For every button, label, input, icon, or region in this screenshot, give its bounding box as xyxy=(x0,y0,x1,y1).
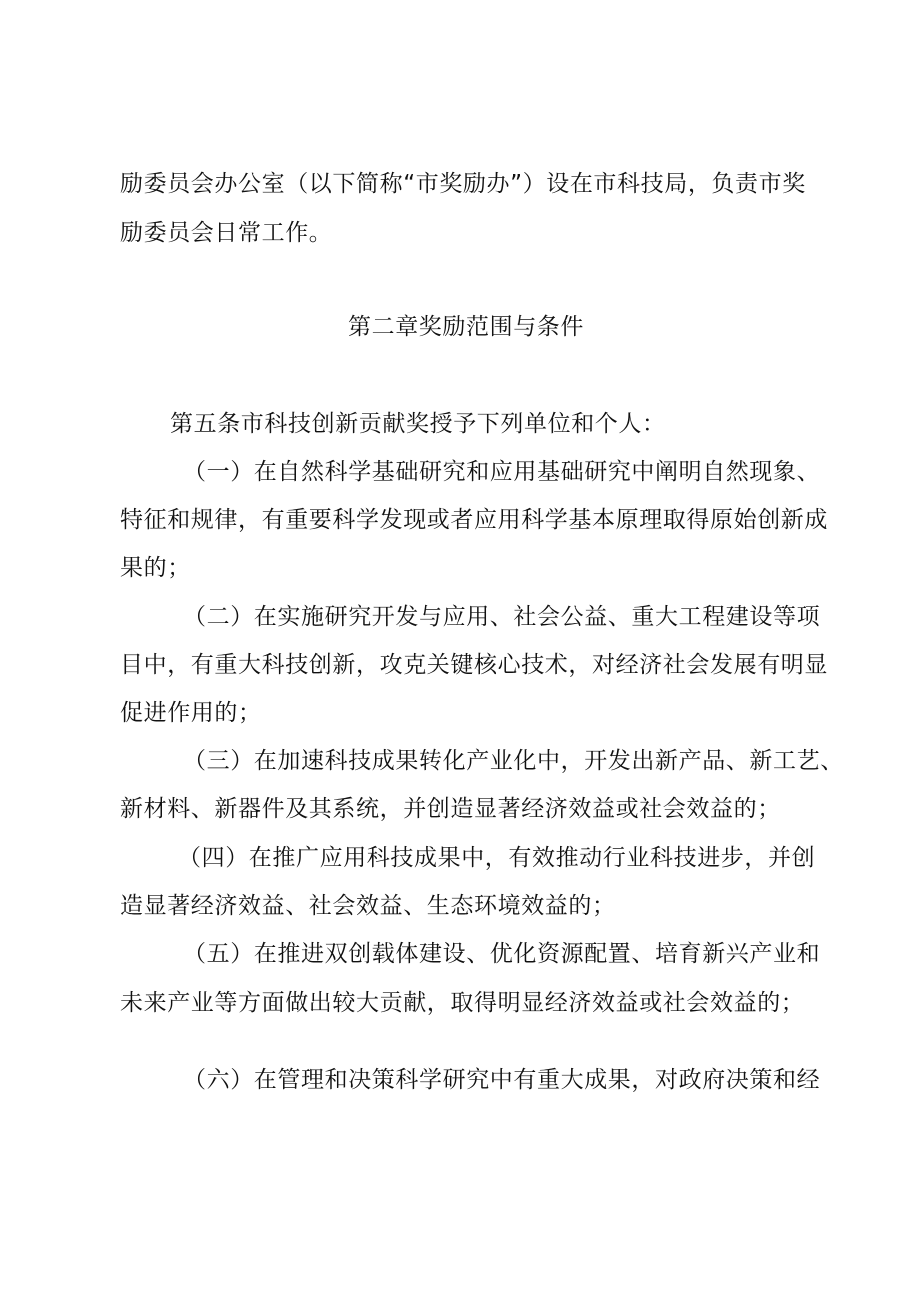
paragraph-line: 励委员会日常工作。 xyxy=(120,220,333,246)
paragraph-line: 未来产业等方面做出较大贡献，取得明显经济效益或社会效益的； xyxy=(120,990,805,1016)
paragraph-line: （四）在推广应用科技成果中，有效推动行业科技进步，并创 xyxy=(178,845,816,871)
paragraph-line: 特征和规律，有重要科学发现或者应用科学基本原理取得原始创新成 xyxy=(120,507,828,533)
paragraph-line: 果的； xyxy=(120,555,191,581)
paragraph-line: （三）在加速科技成果转化产业化中，开发出新产品、新工艺、 xyxy=(183,748,844,774)
paragraph-line: 励委员会办公室（以下简称“市奖励办”）设在市科技局，负责市奖 xyxy=(120,171,806,197)
paragraph-line: 目中，有重大科技创新，攻克关键核心技术，对经济社会发展有明显 xyxy=(120,652,828,678)
paragraph-line: （六）在管理和决策科学研究中有重大成果，对政府决策和经 xyxy=(183,1067,821,1093)
paragraph-line: （二）在实施研究开发与应用、社会公益、重大工程建设等项 xyxy=(183,604,821,630)
article-heading: 第五条市科技创新贡献奖授予下列单位和个人： xyxy=(170,411,666,437)
chapter-heading: 第二章奖励范围与条件 xyxy=(348,314,584,340)
paragraph-line: （一）在自然科学基础研究和应用基础研究中阐明自然现象、 xyxy=(183,459,821,485)
paragraph-line: （五）在推进双创载体建设、优化资源配置、培育新兴产业和 xyxy=(183,941,821,967)
paragraph-line: 新材料、新器件及其系统，并创造显著经济效益或社会效益的； xyxy=(120,796,781,822)
paragraph-line: 促进作用的； xyxy=(120,700,262,726)
paragraph-line: 造显著经济效益、社会效益、生态环境效益的； xyxy=(120,893,616,919)
